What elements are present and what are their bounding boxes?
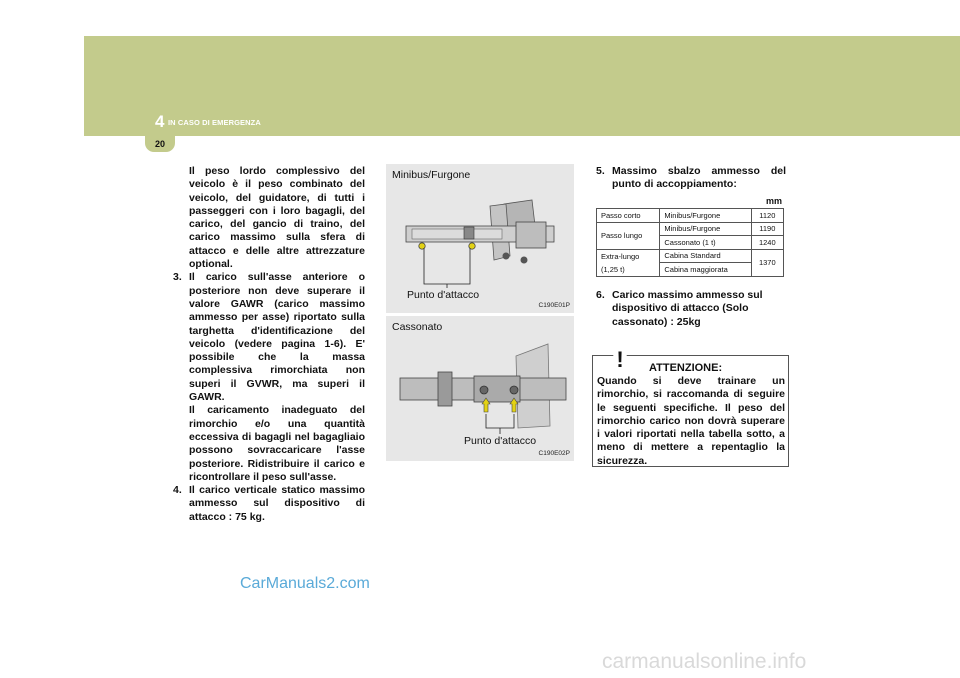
table-cell: 1240 [751, 236, 783, 250]
intro-paragraph: Il peso lordo complessivo del veicolo è il peso combinato del veicolo, del guidatore, di tutti i passeggeri con i loro bagagli, del carico, del gancio di traino, del carico massimo sulla sfera di attacco e delle altre attrezzature optional. [189, 165, 365, 271]
chapter-title: IN CASO DI EMERGENZA [168, 118, 261, 127]
chapter-number: 4 [155, 112, 165, 131]
list-number-3: 3. [173, 271, 182, 284]
warning-box [592, 347, 789, 467]
table-cell: Passo corto [597, 209, 660, 223]
warning-triangle-icon [605, 344, 635, 370]
list-text-6: Carico massimo ammesso sul dispositivo di attacco (Solo cassonato) : 25kg [612, 289, 763, 328]
figure-code-minibus: C190E01P [538, 302, 570, 309]
svg-text:!: ! [616, 347, 624, 370]
warning-title: ATTENZIONE: [649, 362, 723, 374]
table-cell: Extra-lungo [597, 249, 660, 263]
table-cell: Minibus/Furgone [660, 222, 751, 236]
table-cell: Minibus/Furgone [660, 209, 751, 223]
list-item-4 [173, 484, 365, 524]
list-text-3-extra: Il caricamento inadeguato del rimorchio e/o una quantità eccessiva di bagagli nel bagagliaio possono sovraccaricare l'asse posteriore. Ridistribuire il carico e ricontrollare il peso sull'asse. [189, 404, 365, 483]
table-cell: 1370 [751, 249, 783, 276]
figure-caption-minibus: Punto d'attacco [407, 289, 480, 301]
spec-table [596, 208, 784, 277]
list-text-4: Il carico verticale statico massimo ammesso sul dispositivo di attacco : 75 kg. [189, 484, 365, 523]
table-row [597, 209, 784, 223]
figure-minibus [386, 164, 574, 313]
table-cell: 1190 [751, 222, 783, 236]
left-column [173, 165, 365, 524]
figure-code-cassonato: C190E02P [538, 450, 570, 457]
watermark-right[interactable]: carmanualsonline.info [602, 650, 807, 673]
figure-cassonato [386, 316, 574, 461]
figure-title-cassonato: Cassonato [392, 321, 443, 333]
table-row [597, 222, 784, 236]
right-column [596, 165, 786, 192]
list-number-6: 6. [596, 289, 605, 301]
list-item-6 [596, 289, 786, 329]
list-text-5: Massimo sbalzo ammesso del punto di accoppiamento: [612, 165, 786, 191]
warning-text: Quando si deve trainare un rimorchio, si raccomanda di seguire le seguenti specifiche. Il peso del rimorchio carico non dovrà superare i valori riportati nella tabella sotto, a meno di mettere a repentaglio la sicurezza. [597, 375, 785, 467]
list-number-4: 4. [173, 484, 182, 497]
unit-label: mm [766, 196, 783, 206]
figure-title-minibus: Minibus/Furgone [392, 169, 471, 181]
table-cell: 1120 [751, 209, 783, 223]
list-number-5: 5. [596, 165, 605, 177]
table-cell: Cassonato (1 t) [660, 236, 751, 250]
page-number: 20 [145, 136, 175, 152]
list-text-3: Il carico sull'asse anteriore o posteriore non deve superare il valore GAWR (carico massimo ammesso per asse) riportato sulla targhetta d'identificazione del veicolo (vedere pagina 1-6). E' possibile che la massa complessiva rimorchiata non superi il GVWR, ma superi il GAWR. [189, 271, 365, 404]
table-cell: Passo lungo [597, 222, 660, 249]
table-cell: (1,25 t) [597, 263, 660, 277]
table-cell: Cabina Standard [660, 249, 751, 263]
table-row [597, 249, 784, 263]
list-item-6-inner [596, 289, 786, 329]
list-item-5 [596, 165, 786, 192]
watermark-left[interactable]: CarManuals2.com [240, 575, 370, 592]
figure-caption-cassonato: Punto d'attacco [464, 435, 537, 447]
table-cell: Cabina maggiorata [660, 263, 751, 277]
list-item-3 [173, 271, 365, 484]
